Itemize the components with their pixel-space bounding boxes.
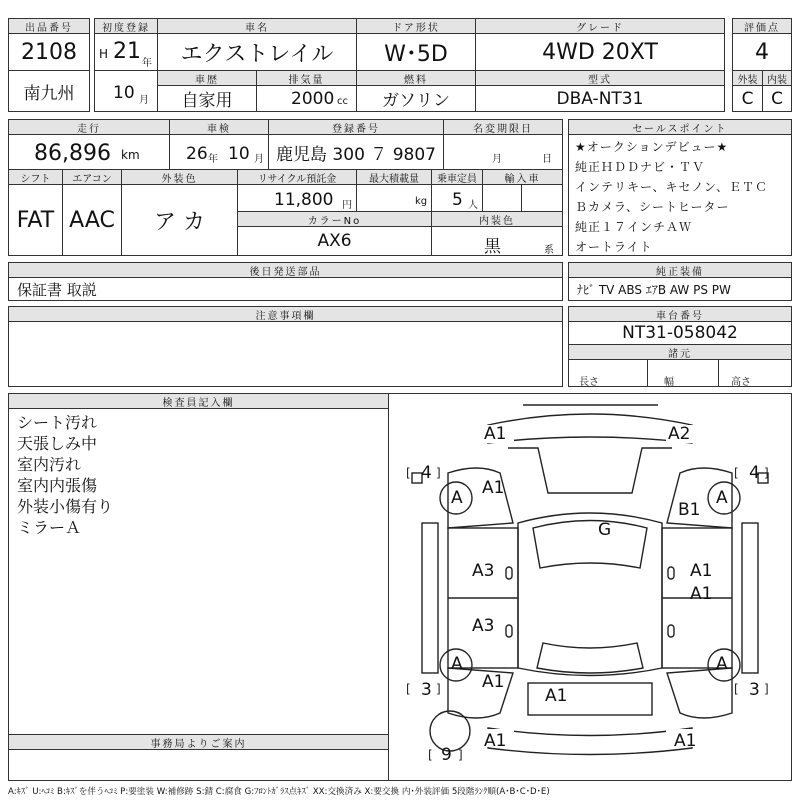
month-unit: 月 [139,95,149,106]
mark-front-right-bumper: A2 [668,424,691,444]
handle-rl [506,625,512,637]
bracket-fr-close: ] [764,466,769,480]
mileage: 86,896 [34,141,111,166]
mark-quarter-rl: A1 [482,672,505,692]
max-load-cell [356,184,432,212]
first-reg-month [94,70,158,112]
rear-right-fender [667,668,732,718]
recycle-label: リサイクル預託金 [237,169,357,185]
era: H [99,47,109,61]
mark-tire-rl: 3 [421,680,432,700]
name-change-label: 名変期限日 [443,119,563,135]
year: 21 [113,39,141,64]
bracket-rr-close: ] [764,682,769,696]
fuel-label: 燃料 [356,70,476,86]
sales-point-line: Ｂカメラ、シートヒーター [575,200,730,214]
int-color-unit: 系 [544,245,554,256]
inspector-note: 室内汚れ [17,455,82,474]
later-parts: 保証書 取説 [8,277,563,301]
rear-window-shape [537,643,643,673]
capacity-unit: 人 [468,200,478,211]
mileage-label: 走行 [8,119,170,135]
history-label: 車歴 [157,70,257,86]
bracket-spare-close: ] [458,748,463,762]
first-reg-label: 初度登録 [94,18,158,34]
import-cell-b [521,184,563,212]
model: DBA-NT31 [475,85,725,112]
notes-label: 注意事項欄 [8,306,563,322]
int-color-cell [431,226,563,256]
nc-month-unit: 月 [492,154,502,165]
mark-tire-fr: 4 [749,463,760,483]
bracket-rl-open: [ [406,682,411,696]
import-label: 輸入車 [482,169,563,185]
sales-point-line: ★オークションデビュー★ [575,140,729,154]
legend: A:ｷｽﾞ U:ﾍｺﾐ B:ｷｽﾞを伴うﾍｺﾐ P:要塗装 W:補修跡 S:錆 C:腐食 G:ﾌﾛﾝﾄｶﾞﾗｽ点ｷｽﾞ XX:交換済み X:要交換 内･外装評価 5段階ﾗﾝｸ順(A･B･C･D･E) [8,787,550,797]
sales-point-line: 純正ＨＤＤナビ・ＴＶ [575,160,706,174]
sales-point-line: インテリキー、キセノン、ＥＴＣ [575,180,768,194]
first-reg-year [94,33,158,71]
windshield-shape [533,521,647,569]
mark-windshield: G [598,520,612,540]
chassis-number: NT31-058042 [568,321,792,345]
grade: 4WD 20XT [475,33,725,71]
insp-month-unit: 月 [254,154,264,165]
history: 自家用 [157,85,257,112]
color-no: AX6 [237,226,432,256]
car-name-label: 車名 [157,18,357,34]
shift-label: シフト [8,169,63,185]
exterior-label: 外装 [732,70,763,86]
ac: AAC [62,184,122,256]
spec-length-cell [568,359,648,387]
lot-no: 2108 [8,33,90,71]
sales-points-box [568,134,792,256]
mark-wheel-rl: A [451,654,463,674]
displacement-unit: cc [337,96,348,107]
spec-width-cell [647,359,719,387]
mark-door-fr1: A1 [690,561,713,581]
spec-height-cell [718,359,792,387]
inspector-box [8,408,389,735]
reg-no: 鹿児島 300 ７ 9807 [268,134,444,170]
mark-rear-bumper-right: A1 [674,731,697,751]
reg-no-label: 登録番号 [268,119,444,135]
import-cell-a [482,184,522,212]
max-load-label: 最大積載量 [356,169,432,185]
left-tire-strip [422,523,438,673]
capacity-label: 乗車定員 [431,169,483,185]
mark-spare: 9 [441,745,452,765]
bracket-spare-open: [ [428,748,433,762]
fuel: ガソリン [356,85,476,112]
capacity-cell [431,184,483,212]
insp-year-unit: 年 [208,154,218,165]
recycle: 11,800 [274,190,334,210]
door-label: ドア形状 [356,18,476,34]
int-color-label: 内装色 [431,211,563,227]
lot-no-label: 出品番号 [8,18,90,34]
spec-height: 高さ [731,377,751,388]
insp-month: 10 [228,144,250,164]
mark-tire-fl: 4 [421,463,432,483]
mark-rear-gate: A1 [545,686,568,706]
shift: FAT [8,184,63,256]
mark-wheel-fr: A [716,488,728,508]
ac-label: エアコン [62,169,122,185]
hood-shape [508,448,672,493]
interior-grade: C [762,85,792,112]
mark-door-fr2: A1 [690,584,713,604]
office-box [8,749,389,781]
car-name: エクストレイル [157,33,357,71]
sales-point-line: 純正１７インチＡＷ [575,220,693,234]
score: 4 [732,33,792,71]
mark-tire-rr: 3 [749,680,760,700]
cabin-shape [518,513,662,676]
month: 10 [113,83,135,103]
mark-wheel-rr: A [716,654,728,674]
mileage-unit: km [121,148,140,162]
color-no-label: カラーNo [237,211,432,227]
standard-equipment-label: 純正装備 [568,262,792,278]
insp-year: 26 [186,144,208,164]
inspector-note: シート汚れ [17,413,98,432]
handle-fl [506,567,512,579]
mileage-cell [8,134,170,170]
displacement-cell [256,85,357,112]
bracket-rr-open: [ [734,682,739,696]
mark-fender-fr: B1 [678,500,701,520]
sales-points-label: セールスポイント [568,119,792,135]
score-label: 評価点 [732,18,792,34]
grade-label: グレード [475,18,725,34]
bracket-fr-open: [ [734,466,739,480]
bracket-fl-close: ] [436,466,441,480]
car-diagram [388,393,792,781]
mark-door-rl: A3 [472,616,495,636]
nc-day-unit: 日 [542,154,552,165]
inspection-label: 車検 [169,119,269,135]
inspector-note: 天張しみ中 [17,434,98,453]
venue: 南九州 [8,70,90,112]
mark-rear-bumper-left: A1 [484,731,507,751]
chassis-label: 車台番号 [568,306,792,322]
year-unit: 年 [142,58,152,69]
sales-point-line: オートライト [575,240,653,254]
max-load-unit: kg [415,196,428,207]
inspector-label: 検査員記入欄 [8,393,389,409]
notes-box [8,321,563,387]
mark-fender-fl: A1 [482,478,505,498]
handle-rr [668,625,674,637]
interior-label: 内装 [762,70,792,86]
front-bumper-shape [488,414,692,443]
mark-wheel-fl: A [451,488,463,508]
displacement: 2000 [291,89,335,109]
office-label: 事務局よりご案内 [8,734,389,750]
displacement-label: 排気量 [256,70,357,86]
color-label: 外装色 [121,169,238,185]
inspector-note: ミラーＡ [17,518,82,537]
color: ア カ [121,184,238,256]
specs-label: 諸元 [568,344,792,360]
spec-width: 幅 [664,377,674,388]
capacity: 5 [452,190,463,210]
standard-equipment: ﾅﾋﾞ TV ABS ｴｱB AW PS PW [568,277,792,301]
mark-front-left-bumper: A1 [484,424,507,444]
bracket-rl-close: ] [436,682,441,696]
mark-door-fl: A3 [472,561,495,581]
recycle-cell [237,184,357,212]
exterior-grade: C [732,85,763,112]
handle-fr [668,567,674,579]
int-color: 黒 [484,237,501,257]
later-parts-label: 後日発送部品 [8,262,563,278]
bracket-fl-open: [ [406,466,411,480]
right-tire-strip [742,523,758,673]
model-label: 型式 [475,70,725,86]
recycle-unit: 円 [342,200,352,211]
inspector-note: 室内内張傷 [17,476,98,495]
inspector-note: 外装小傷有り [17,497,114,516]
door: W･5D [356,33,476,71]
rear-bumper-shape [488,728,692,755]
inspection-cell [169,134,269,170]
spec-length: 長さ [579,377,599,388]
name-change-cell [443,134,563,170]
